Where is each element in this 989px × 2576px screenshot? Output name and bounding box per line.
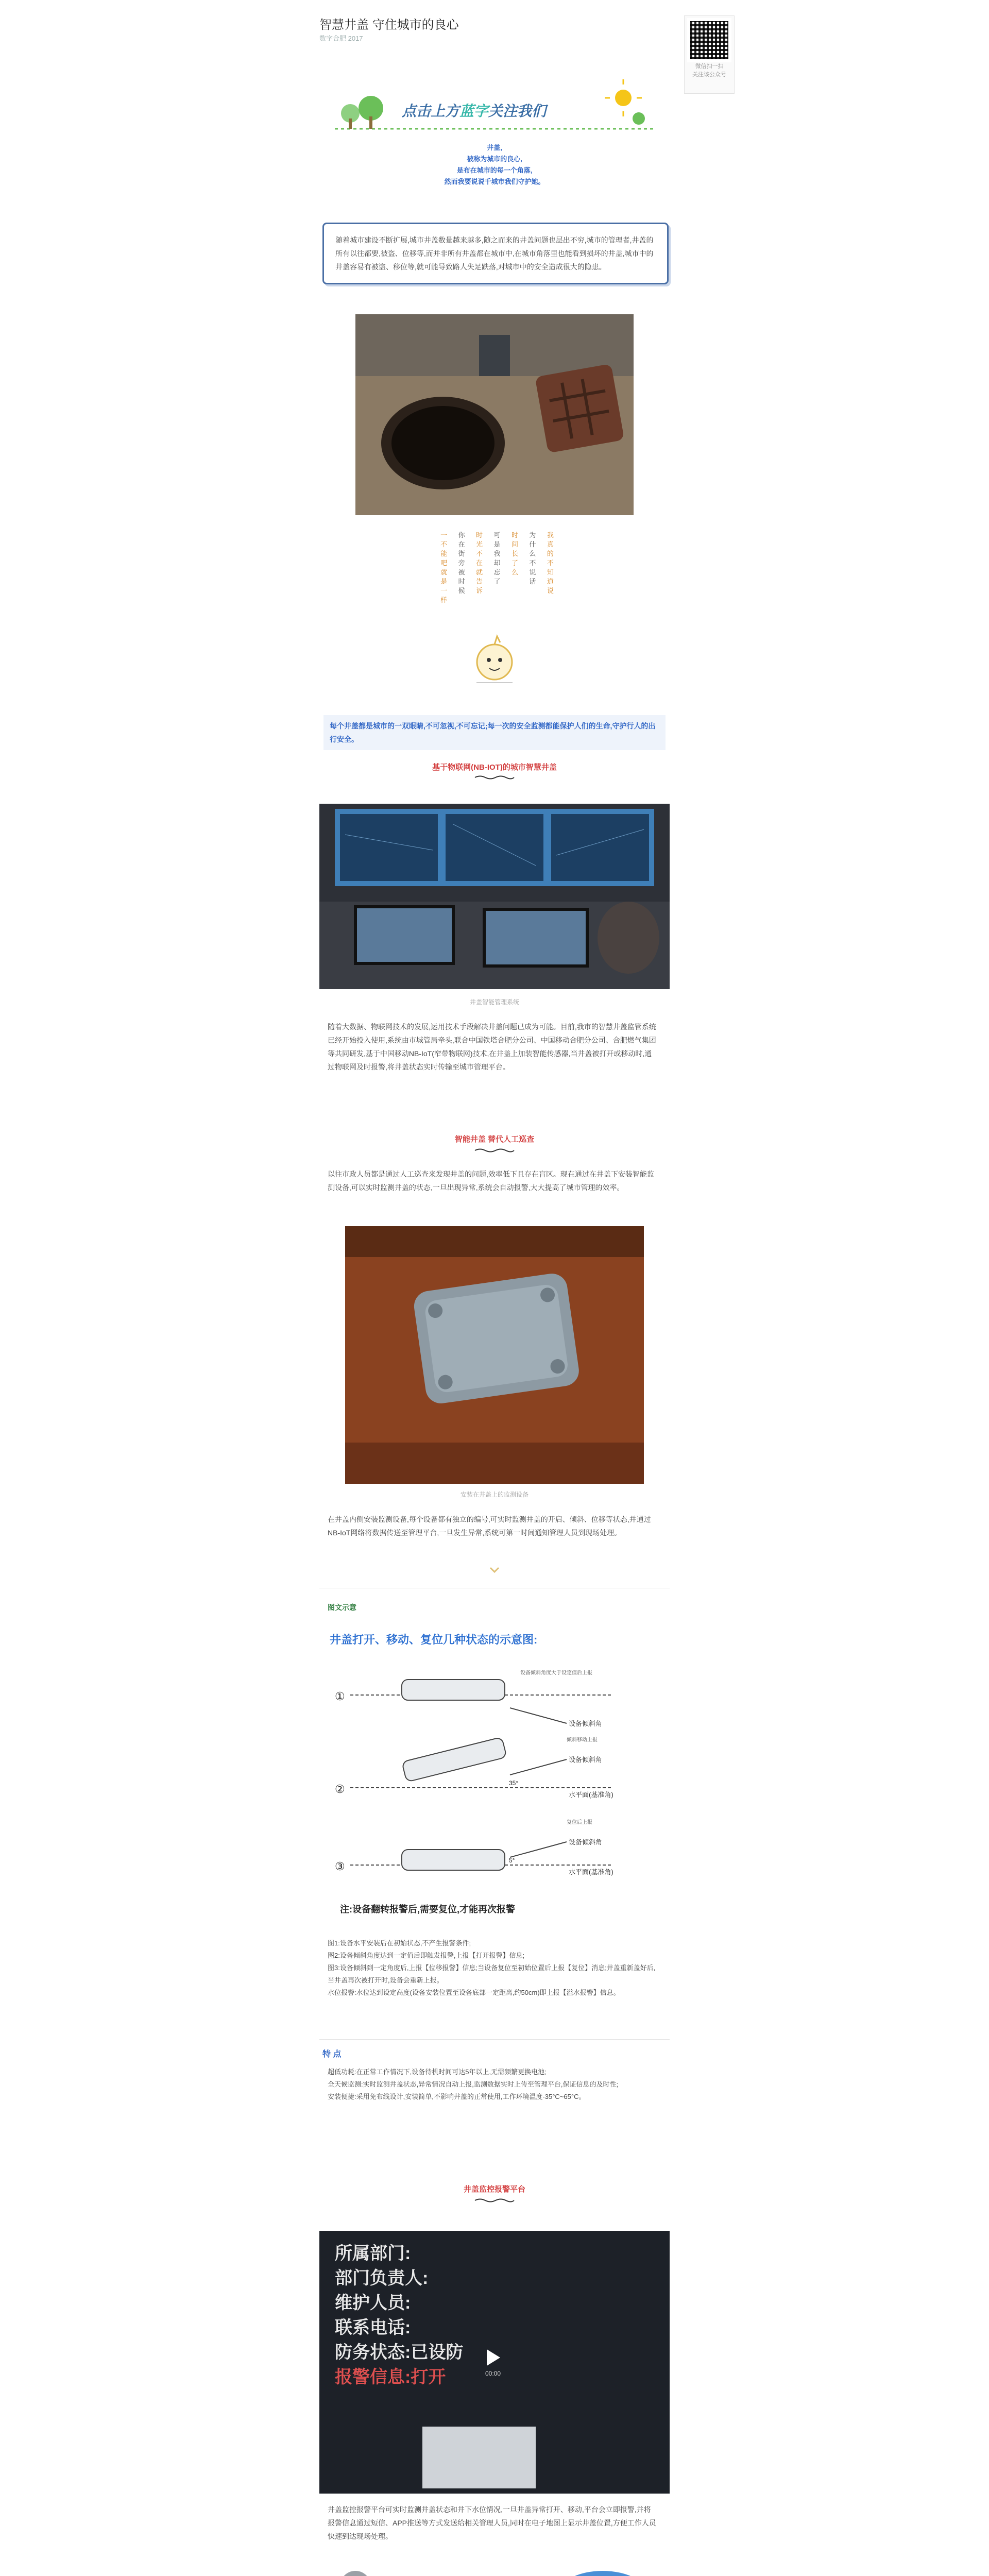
diagram-label-device: 设备倾斜角 — [569, 1720, 603, 1727]
state-diagram-art — [325, 1659, 664, 1901]
follow-text-before: 点击上方 — [402, 103, 460, 119]
diagram-title: 井盖打开、移动、复位几种状态的示意图: — [330, 1633, 538, 1646]
qr-code-panel[interactable] — [684, 15, 735, 94]
page-title: 智慧井盖 守住城市的良心 — [319, 18, 459, 32]
video-line: 防务状态:已设防 — [335, 2343, 464, 2362]
poem-col: 为什么不说话 — [529, 531, 536, 585]
diagram-label-horizontal: 水平面(基准角) — [569, 1791, 613, 1799]
state-diagram — [325, 1659, 664, 1901]
qr-code-icon — [690, 21, 728, 59]
feature-section-label: 特 点 — [322, 2050, 342, 2059]
note-item: 图2:设备倾斜角度达到一定值后即触发报警,上报【打开报警】信息; — [328, 1952, 525, 1959]
intro-box: 随着城市建设不断扩展,城市井盖数量越来越多,随之而来的井盖问题也层出不穷,城市的管理者,井盖的所有以往都要,被盗、位移等,而并非所有井盖都在城市中,在城市角落里也能看到损坏的井盖,城市中的井盖容易有被盗、移位等,就可能导致路人失足跌落,对城市中的安全造成很大的隐患。 — [322, 223, 669, 284]
diagram-notes — [328, 1937, 657, 1999]
section-3-title: 井盖监控报警平台 — [463, 2185, 525, 2194]
qr-caption-1: 微信扫一扫 — [695, 63, 724, 70]
feature-item: 全天候监测:实时监测井盖状态,异常情况自动上报,监测数据实时上传至管理平台,保证信息的及时性; — [328, 2080, 619, 2088]
squiggle-icon — [474, 775, 515, 780]
video-player[interactable] — [319, 2231, 670, 2494]
caption-1: 井盖智能管理系统 — [469, 998, 519, 1006]
intro-line: 是布在城市的每一个角落, — [456, 166, 533, 174]
note-item: 图1:设备水平安装后在初始状态,不产生报警条件; — [328, 1939, 471, 1947]
video-line: 部门负责人: — [335, 2268, 429, 2288]
section-2-title: 智能井盖 替代人工巡查 — [454, 1135, 535, 1144]
diagram-angle-1: 35° — [509, 1780, 519, 1787]
video-time: 00:00 — [485, 2370, 501, 2377]
intro-line: 井盖, — [487, 144, 502, 151]
sensor-photo — [345, 1226, 644, 1484]
divider — [319, 2039, 670, 2040]
network-diagram-art — [325, 2566, 664, 2576]
squiggle-icon — [474, 1148, 515, 1153]
section-1-title: 基于物联网(NB-IOT)的城市智慧井盖 — [432, 763, 557, 772]
note-item: 水位报警:水位达到设定高度(设备安装位置至设备底部一定距离,约50cm)即上报【溢水报警】信息。 — [328, 1989, 620, 1996]
poem-col: 一不能吧就是一样 — [440, 531, 448, 604]
article-meta: 数字合肥 2017 — [319, 35, 363, 42]
poem-col: 时光不在就告诉 — [476, 531, 483, 595]
intro-line: 然而我要说说千城市我们守护她。 — [444, 178, 545, 185]
vertical-poem — [412, 531, 582, 605]
intro-lines — [319, 142, 670, 188]
para-2: 以往市政人员都是通过人工巡查来发现井盖的问题,效率低下且存在盲区。现在通过在井盖下安装智能监测设备,可以实时监测井盖的状态,一旦出现异常,系统会自动报警,大大提高了城市管理的效率。 — [328, 1170, 654, 1192]
callout-1: 每个井盖都是城市的一双眼睛,不可忽视,不可忘记;每一次的安全监测都能保护人们的生命,守护行人的出行安全。 — [323, 715, 666, 750]
diagram-label-device: 设备倾斜角 — [569, 1838, 603, 1846]
poem-col: 可是我却忘了 — [493, 531, 501, 585]
poem-col: 你在街旁被时候 — [458, 531, 465, 595]
diagram-note-3: 复位后上报 — [567, 1820, 592, 1825]
feature-item: 安装便捷:采用免布线设计,安装简单,不影响井盖的正常使用,工作环境温度-35°C~65°C。 — [328, 2093, 586, 2100]
para-4: 井盖监控报警平台可实时监测井盖状态和井下水位情况,一旦井盖异常打开、移动,平台会立即报警,并将报警信息通过短信、APP推送等方式发送给相关管理人员,同时在电子地图上显示井盖位置,方便工作人员快速到达现场处理。 — [328, 2505, 656, 2540]
diagram-note-1: 设备倾斜角度大于设定值后上报 — [520, 1670, 592, 1676]
diagram-label-horizontal: 水平面(基准角) — [569, 1868, 613, 1876]
video-line: 报警信息:打开 — [335, 2367, 446, 2387]
intro-line: 被称为城市的良心, — [467, 155, 522, 163]
diagram-section-label: 图文示意 — [328, 1603, 356, 1612]
diagram-footer: 注:设备翻转报警后,需要复位,才能再次报警 — [340, 1904, 515, 1914]
para-3: 在井盖内侧安装监测设备,每个设备都有独立的编号,可实时监测井盖的开启、倾斜、位移等状态,并通过NB-IoT网络将数据传送至管理平台,一旦发生异常,系统可第一时间通知管理人员到现场处理。 — [328, 1515, 651, 1537]
sensor-photo-art — [345, 1226, 644, 1484]
follow-banner — [330, 77, 659, 139]
feature-item: 超低功耗:在正常工作情况下,设备待机时间可达5年以上,无需频繁更换电池; — [328, 2068, 547, 2076]
diagram-label-device: 设备倾斜角 — [569, 1756, 603, 1764]
video-line: 联系电话: — [335, 2318, 411, 2337]
para-1: 随着大数据、物联网技术的发展,运用技术手段解决井盖问题已成为可能。目前,我市的智慧井盖监管系统已经开始投入使用,系统由市城管局牵头,联合中国铁塔合肥分公司、中国移动合肥分公司、合肥燃气集团等共同研发,基于中国移动NB-IoT(窄带物联网)技术,在井盖上加装智能传感器,当井盖被打开或移动时,通过物联网及时报警,将井盖状态实时传输至城市管理平台。 — [328, 1023, 656, 1071]
follow-text-highlight: 蓝字 — [459, 103, 489, 119]
video-overlay-text — [335, 2241, 463, 2389]
play-icon[interactable] — [487, 2349, 500, 2366]
follow-banner-text — [402, 100, 546, 121]
hand-image — [422, 2427, 536, 2488]
manhole-photo — [355, 314, 634, 515]
qr-caption-2: 关注该公众号 — [692, 72, 726, 78]
diagram-number: ① — [335, 1690, 345, 1703]
chevron-down-icon — [489, 1566, 500, 1574]
video-line: 维护人员: — [335, 2293, 411, 2313]
mascot-illustration — [466, 631, 523, 688]
poem-col: 我真的不知道说 — [547, 531, 554, 595]
network-diagram — [325, 2566, 664, 2576]
poem-col: 时间长了么 — [511, 531, 518, 576]
control-room-art — [319, 804, 670, 989]
diagram-number: ② — [335, 1783, 345, 1795]
feature-list — [328, 2066, 657, 2103]
follow-text-after: 关注我们 — [488, 103, 547, 119]
squiggle-icon — [474, 2198, 515, 2203]
mascot-icon — [466, 631, 523, 688]
diagram-note-2: 倾斜移动上报 — [567, 1737, 598, 1743]
control-room-photo — [319, 804, 670, 989]
diagram-number: ③ — [335, 1860, 345, 1873]
caption-2: 安装在井盖上的监测设备 — [460, 1491, 528, 1498]
note-item: 图3:设备倾斜到一定角度后,上报【位移报警】信息;当设备复位至初始位置后上报【复位】消息;井盖重新盖好后,当井盖再次被打开时,设备会重新上报。 — [328, 1964, 656, 1984]
manhole-photo-art — [355, 314, 634, 515]
video-line: 所属部门: — [335, 2244, 411, 2263]
diagram-angle-2: 5° — [509, 1857, 515, 1864]
